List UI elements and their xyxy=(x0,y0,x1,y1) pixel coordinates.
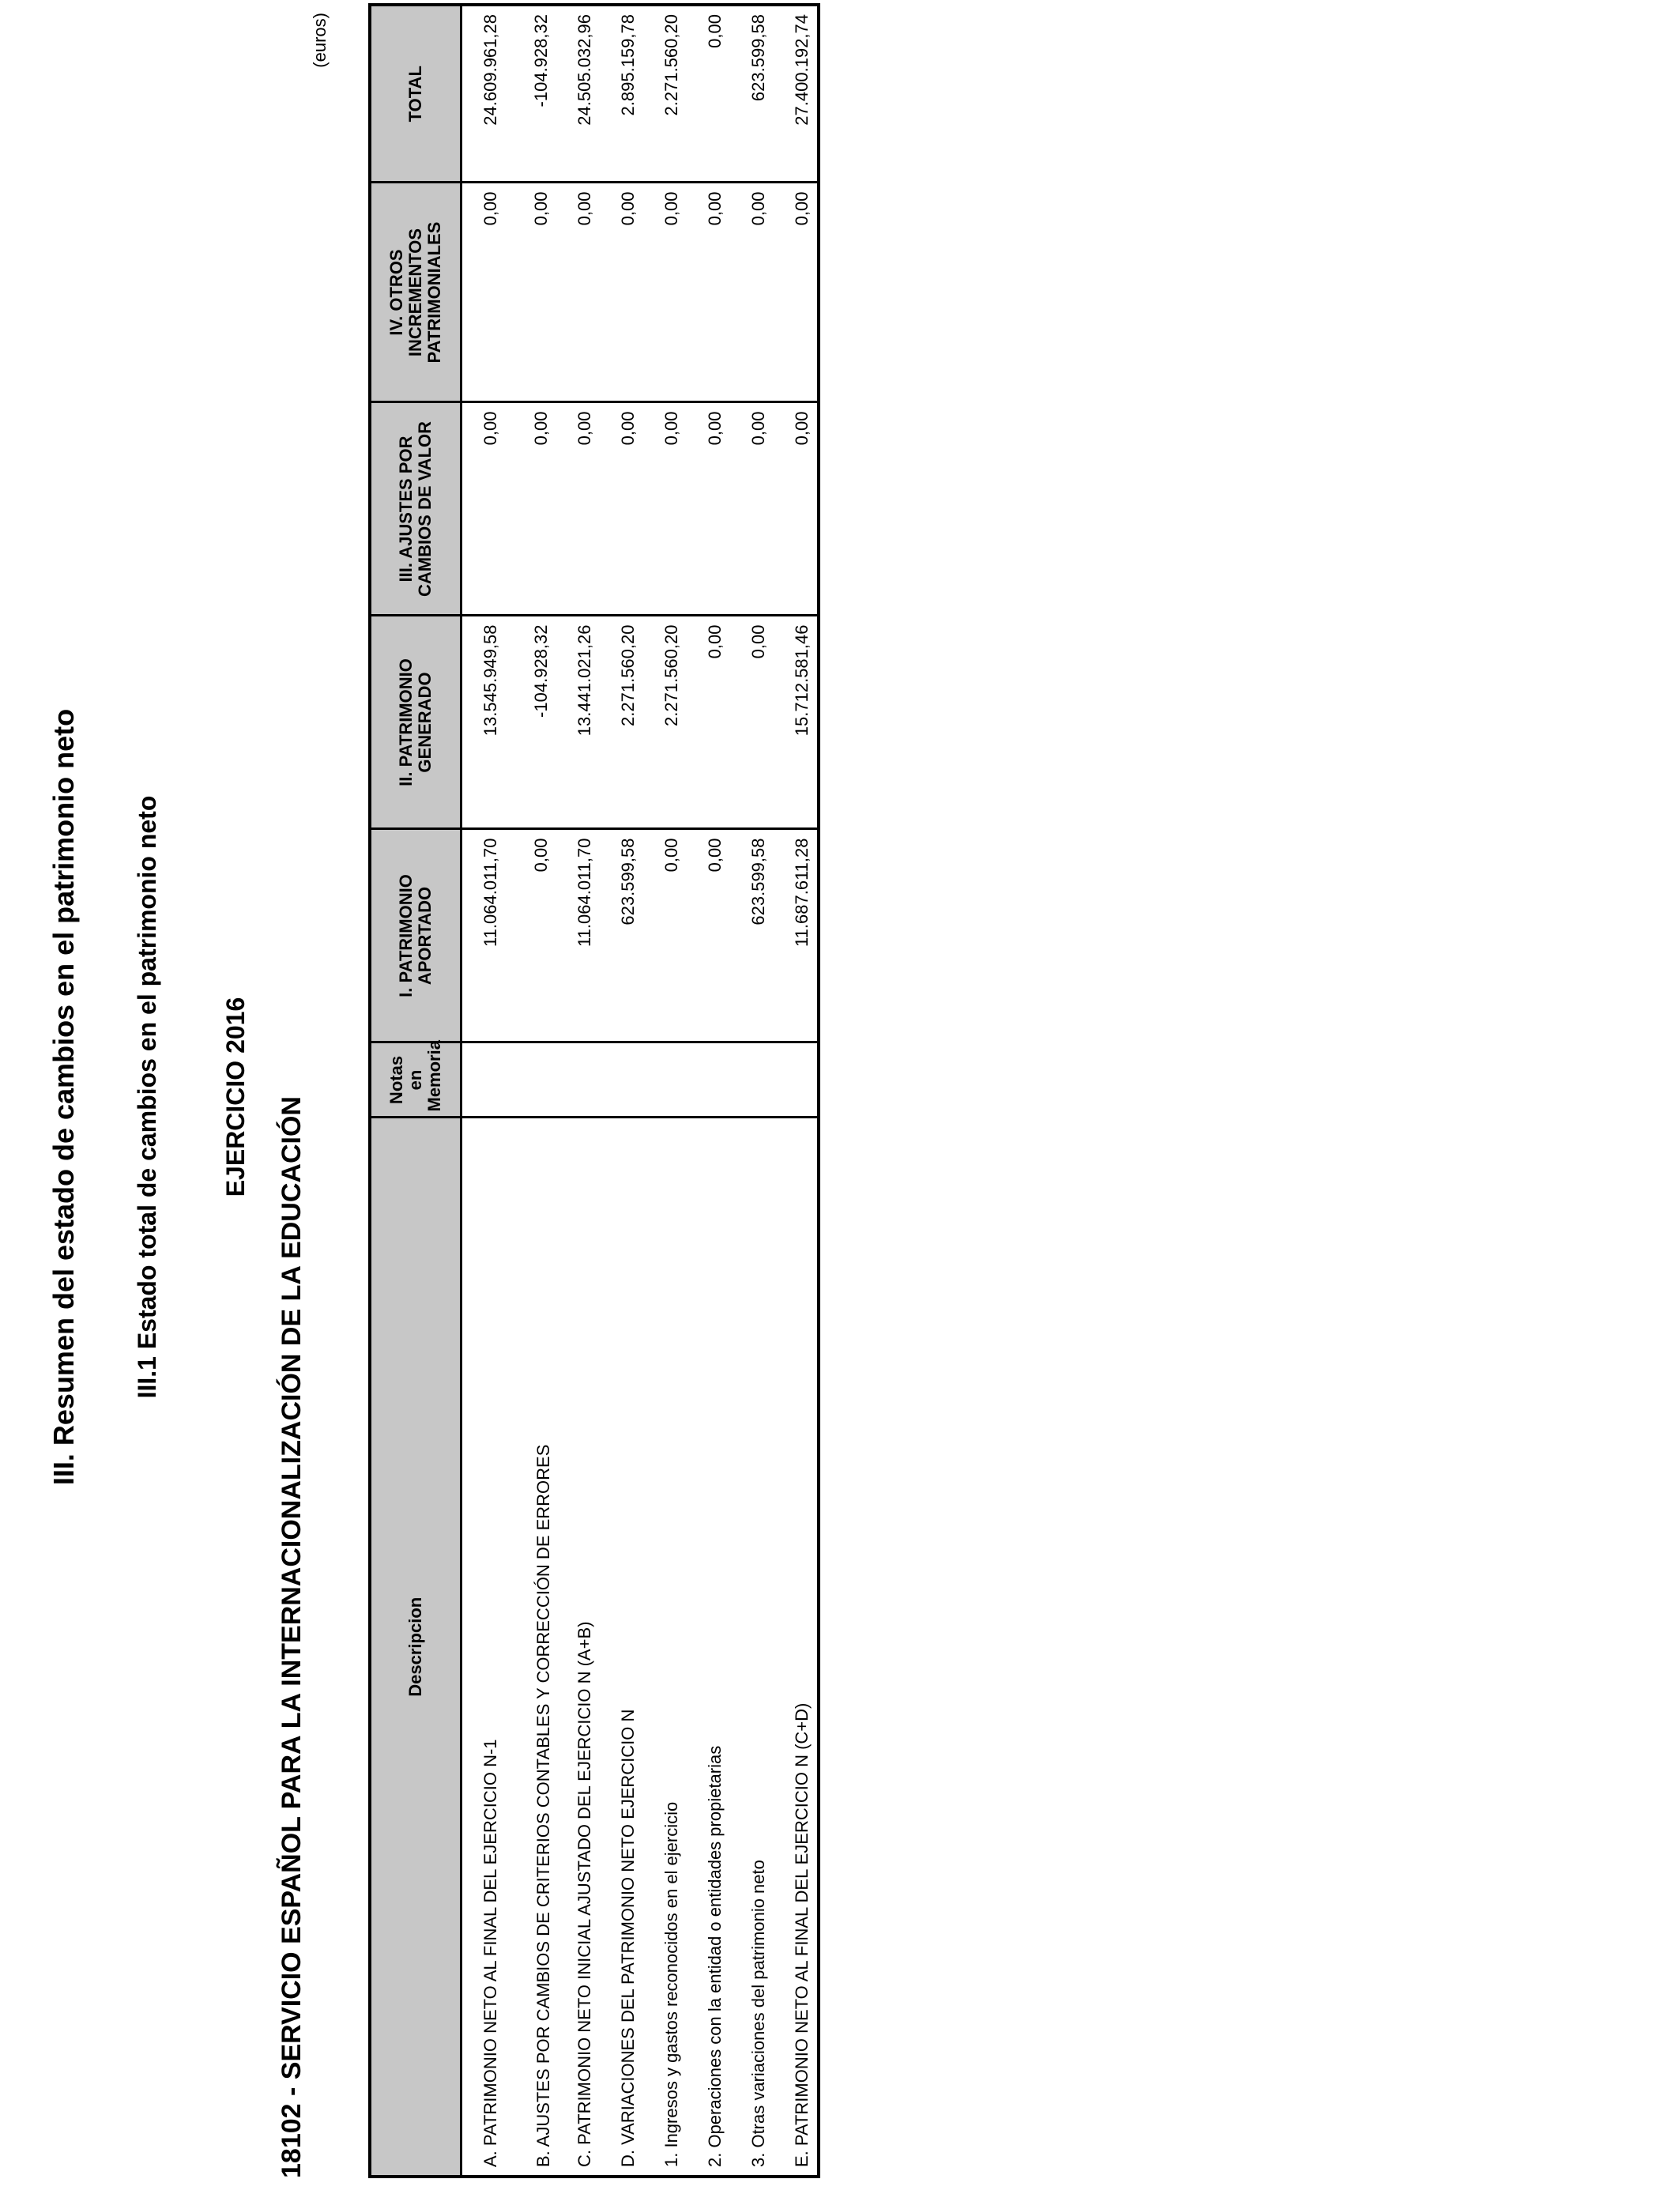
row-contributed: 623.599,58 xyxy=(730,829,774,1042)
row-generated: 13.441.021,26 xyxy=(556,616,600,829)
row-adjustments: 0,00 xyxy=(556,402,600,616)
row-contributed: 0,00 xyxy=(506,829,556,1042)
row-description: 1. Ingresos y gastos reconocidos en el ejercicio xyxy=(643,1118,687,2177)
row-description: D. VARIACIONES DEL PATRIMONIO NETO EJERCICIO N xyxy=(600,1118,643,2177)
row-other-increases: 0,00 xyxy=(687,183,730,402)
header-total: TOTAL xyxy=(370,5,461,183)
header-generated: II. PATRIMONIO GENERADO xyxy=(370,616,461,829)
row-description: E. PATRIMONIO NETO AL FINAL DEL EJERCICIO N (C+D) xyxy=(774,1118,819,2177)
row-other-increases: 0,00 xyxy=(643,183,687,402)
row-contributed: 11.064.011,70 xyxy=(556,829,600,1042)
row-total: 0,00 xyxy=(687,5,730,183)
row-contributed: 0,00 xyxy=(643,829,687,1042)
row-contributed: 623.599,58 xyxy=(600,829,643,1042)
table-row xyxy=(600,5,643,2177)
row-total: 2.895.159,78 xyxy=(600,5,643,183)
row-contributed: 0,00 xyxy=(687,829,730,1042)
row-total: -104.928,32 xyxy=(506,5,556,183)
table-row xyxy=(461,5,507,2177)
row-generated: 2.271.560,20 xyxy=(643,616,687,829)
row-adjustments: 0,00 xyxy=(461,402,507,616)
row-adjustments: 0,00 xyxy=(687,402,730,616)
row-generated: 13.545.949,58 xyxy=(461,616,507,829)
header-description: Descripcion xyxy=(370,1118,461,2177)
header-adjustments: III. AJUSTES POR CAMBIOS DE VALOR xyxy=(370,402,461,616)
header-contributed: I. PATRIMONIO APORTADO xyxy=(370,829,461,1042)
row-notes xyxy=(461,1042,507,1118)
equity-changes-table xyxy=(368,3,820,2178)
row-notes xyxy=(774,1042,819,1118)
page-title: III. Resumen del estado de cambios en el patrimonio neto xyxy=(47,708,80,1486)
table-row xyxy=(556,5,600,2177)
row-generated: 0,00 xyxy=(730,616,774,829)
row-adjustments: 0,00 xyxy=(774,402,819,616)
row-notes xyxy=(600,1042,643,1118)
row-notes xyxy=(730,1042,774,1118)
currency-units: (euros) xyxy=(310,13,330,68)
row-notes xyxy=(506,1042,556,1118)
row-adjustments: 0,00 xyxy=(643,402,687,616)
row-generated: 15.712.581,46 xyxy=(774,616,819,829)
row-adjustments: 0,00 xyxy=(600,402,643,616)
row-other-increases: 0,00 xyxy=(730,183,774,402)
row-other-increases: 0,00 xyxy=(774,183,819,402)
row-generated: 0,00 xyxy=(687,616,730,829)
row-total: 623.599,58 xyxy=(730,5,774,183)
table-row xyxy=(643,5,687,2177)
row-generated: 2.271.560,20 xyxy=(600,616,643,829)
row-description: 2. Operaciones con la entidad o entidades propietarias xyxy=(687,1118,730,2177)
row-total: 24.609.961,28 xyxy=(461,5,507,183)
entity-name: 18102 - SERVICIO ESPAÑOL PARA LA INTERNACIONALIZACIÓN DE LA EDUCACIÓN xyxy=(277,1096,307,2178)
row-adjustments: 0,00 xyxy=(730,402,774,616)
table-row xyxy=(774,5,819,2177)
row-description: A. PATRIMONIO NETO AL FINAL DEL EJERCICIO N-1 xyxy=(461,1118,507,2177)
row-description: B. AJUSTES POR CAMBIOS DE CRITERIOS CONTABLES Y CORRECCIÓN DE ERRORES xyxy=(506,1118,556,2177)
row-other-increases: 0,00 xyxy=(461,183,507,402)
row-other-increases: 0,00 xyxy=(556,183,600,402)
row-total: 2.271.560,20 xyxy=(643,5,687,183)
row-total: 24.505.032,96 xyxy=(556,5,600,183)
row-notes xyxy=(556,1042,600,1118)
header-other-increases: IV. OTROS INCREMENTOS PATRIMONIALES xyxy=(370,183,461,402)
table-row xyxy=(506,5,556,2177)
page-subtitle: III.1 Estado total de cambios en el patrimonio neto xyxy=(133,795,161,1399)
table-row xyxy=(730,5,774,2177)
fiscal-year: EJERCICIO 2016 xyxy=(221,997,250,1197)
row-adjustments: 0,00 xyxy=(506,402,556,616)
row-notes xyxy=(643,1042,687,1118)
row-description: C. PATRIMONIO NETO INICIAL AJUSTADO DEL EJERCICIO N (A+B) xyxy=(556,1118,600,2177)
row-other-increases: 0,00 xyxy=(506,183,556,402)
header-notes: Notas en Memoria xyxy=(370,1042,461,1118)
row-generated: -104.928,32 xyxy=(506,616,556,829)
row-other-increases: 0,00 xyxy=(600,183,643,402)
row-total: 27.400.192,74 xyxy=(774,5,819,183)
table-header-row xyxy=(370,5,461,2177)
row-contributed: 11.687.611,28 xyxy=(774,829,819,1042)
row-contributed: 11.064.011,70 xyxy=(461,829,507,1042)
table-row xyxy=(687,5,730,2177)
row-notes xyxy=(687,1042,730,1118)
row-description: 3. Otras variaciones del patrimonio neto xyxy=(730,1118,774,2177)
